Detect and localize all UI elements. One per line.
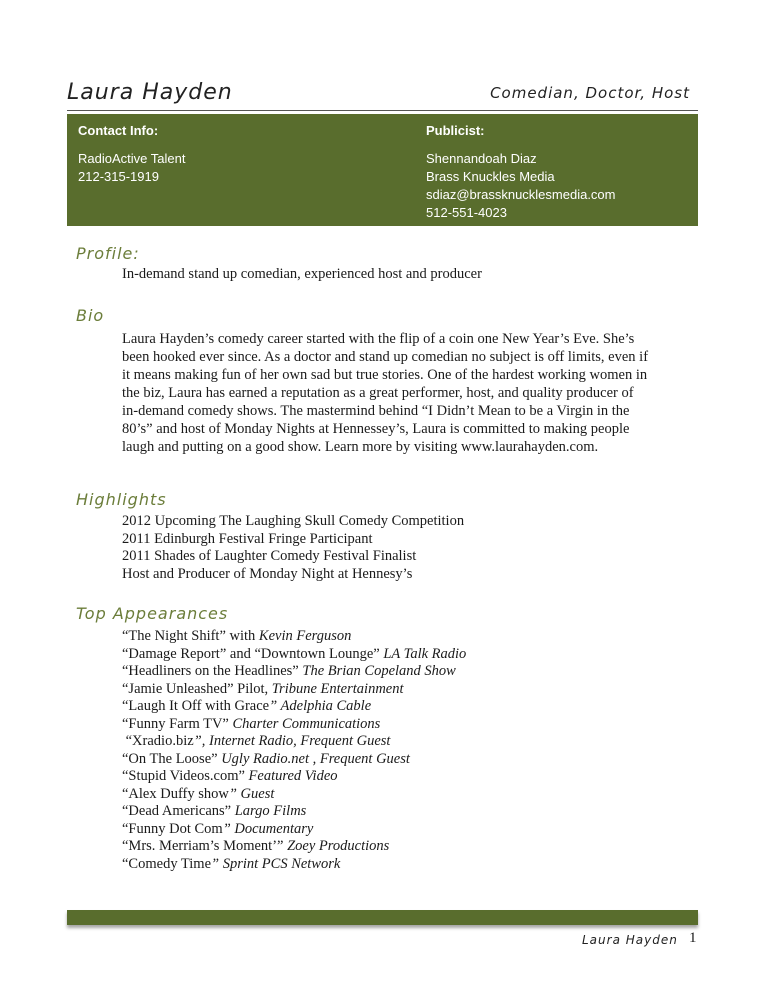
appearance-item: [122, 821, 466, 839]
appearance-outlet: LA Talk Radio: [383, 645, 467, 662]
highlights-list: [122, 513, 464, 583]
appearance-outlet: ” Sprint PCS Network: [211, 855, 341, 872]
highlight-item: 2012 Upcoming The Laughing Skull Comedy Competition: [122, 513, 465, 529]
appearances-title: Top Appearances: [76, 604, 229, 623]
highlight-item: 2011 Edinburgh Festival Fringe Participant: [122, 530, 373, 547]
appearance-title: “Damage Report” and “Downtown Lounge”: [122, 645, 384, 662]
appearance-title: “On The Loose”: [122, 750, 222, 767]
appearance-item: [122, 646, 466, 664]
appearance-title: “Funny Dot Com: [122, 820, 223, 837]
appearance-item: [122, 663, 466, 681]
highlight-item: 2011 Shades of Laughter Comedy Festival Finalist: [122, 548, 417, 564]
appearance-title: “Stupid Videos.com”: [122, 768, 249, 784]
appearance-title: “Alex Duffy show: [122, 785, 229, 802]
bio-title: Bio: [76, 306, 105, 325]
appearance-item: [122, 716, 466, 734]
bio-text: Laura Hayden’s comedy career started with the flip of a coin one New Year’s Eve. She’s been hooked ever since. As a doctor and stand up comedian no subject is off limits, even if it means making fun of her own sad but true stories. One of the hardest working women in the biz, Laura has earned a reputation as a great performer, host, and quality producer of in-demand comedy shows. The mastermind behind “I Didn’t Mean to be a Virgin in the 80’s” and host of Monday Nights at Hennessey’s, Laura is committed to making people laugh and putting on a good show. Learn more by visiting www.laurahayden.com.: [122, 331, 649, 455]
publicist-heading: Publicist:: [426, 123, 485, 138]
appearance-item: [122, 768, 466, 786]
publicist-column: [426, 122, 616, 222]
publicist-company: Brass Knuckles Media: [426, 169, 555, 184]
highlights-title: Highlights: [76, 490, 167, 509]
appearance-item: [122, 751, 466, 769]
contact-box: [67, 114, 698, 226]
publicist-name: Shennandoah Diaz: [426, 151, 537, 166]
appearance-title: “Xradio.biz: [122, 733, 194, 749]
appearance-outlet: Zoey Productions: [287, 838, 390, 854]
appearance-title: “Headliners on the Headlines”: [122, 663, 303, 679]
appearance-outlet: Largo Films: [234, 803, 307, 819]
appearance-title: “Laugh It Off with Grace: [122, 698, 270, 714]
appearance-item: [122, 838, 466, 856]
footer-bar: [67, 910, 698, 925]
publicist-phone: 512-551-4023: [426, 205, 507, 220]
appearance-item: [122, 733, 466, 751]
appearance-outlet: Tribune Entertainment: [271, 680, 404, 697]
appearance-outlet: Charter Communications: [232, 715, 381, 732]
contact-heading: Contact Info:: [78, 123, 159, 138]
highlight-item: Host and Producer of Monday Night at Hennesy’s: [122, 565, 413, 582]
appearance-item: [122, 681, 466, 699]
appearance-title: “Mrs. Merriam’s Moment’”: [122, 838, 288, 854]
profile-title: Profile:: [76, 244, 140, 263]
publicist-email: sdiaz@brassknucklesmedia.com: [426, 187, 616, 202]
appearance-outlet: Ugly Radio.net , Frequent Guest: [221, 750, 410, 767]
footer-name: Laura Hayden: [582, 933, 678, 947]
appearance-outlet: Featured Video: [248, 768, 338, 784]
appearance-item: [122, 628, 466, 646]
appearances-list: [122, 628, 466, 873]
contact-info-column: [78, 122, 185, 186]
appearance-title: “Comedy Time: [122, 855, 212, 872]
appearance-outlet: ” Adelphia Cable: [269, 698, 372, 714]
appearance-outlet: The Brian Copeland Show: [302, 663, 456, 679]
appearance-item: [122, 786, 466, 804]
contact-phone: 212-315-1919: [78, 169, 159, 184]
header-tagline: Comedian, Doctor, Host: [490, 84, 690, 102]
appearance-item: [122, 803, 466, 821]
contact-agency: RadioActive Talent: [78, 151, 186, 166]
header-divider: [67, 110, 698, 111]
appearance-outlet: Kevin Ferguson: [258, 628, 352, 644]
appearance-outlet: ”, Internet Radio, Frequent Guest: [193, 733, 391, 749]
header-name: Laura Hayden: [67, 80, 233, 105]
page-number: 1: [689, 930, 697, 946]
profile-text: In-demand stand up comedian, experienced host and producer: [122, 266, 482, 282]
appearance-item: [122, 698, 466, 716]
appearance-title: “Dead Americans”: [122, 803, 235, 819]
appearance-outlet: ” Documentary: [222, 820, 314, 837]
appearance-item: [122, 856, 466, 874]
appearance-title: “Jamie Unleashed” Pilot,: [122, 680, 272, 697]
appearance-outlet: ” Guest: [228, 785, 275, 802]
appearance-title: “The Night Shift” with: [122, 628, 259, 644]
appearance-title: “Funny Farm TV”: [122, 715, 233, 732]
